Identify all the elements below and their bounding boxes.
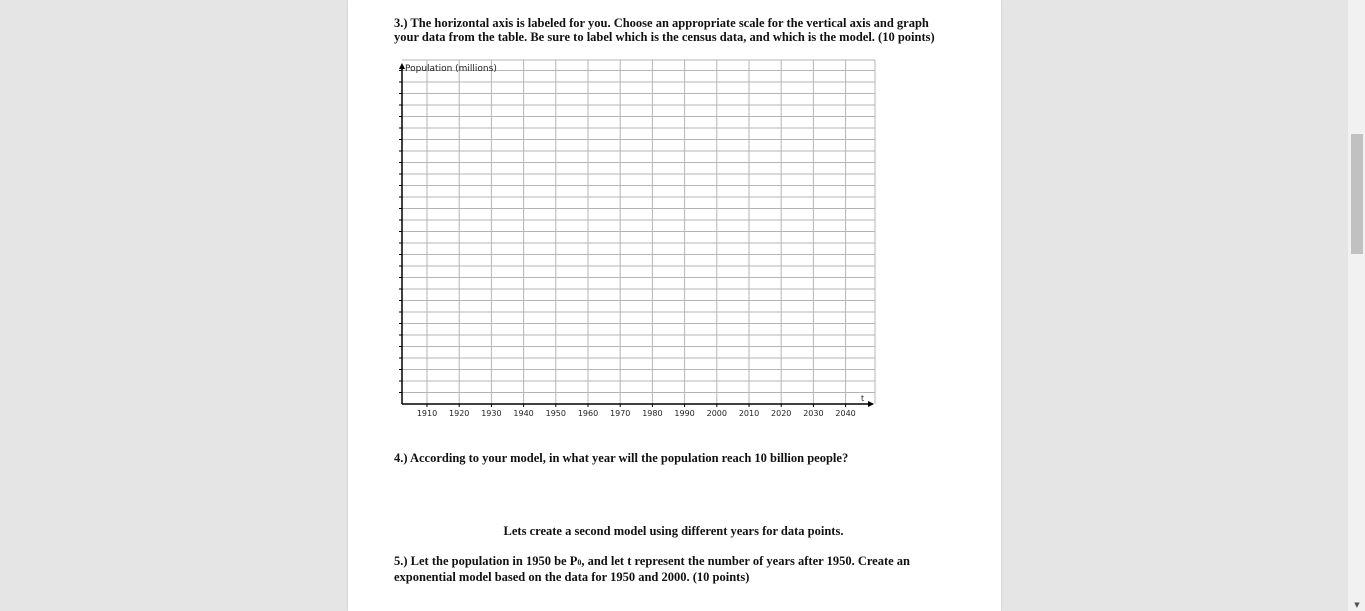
section-heading-text: Lets create a second model using different years for data points. xyxy=(503,524,844,538)
x-tick-label: 1950 xyxy=(545,409,566,418)
x-tick-label: 1940 xyxy=(513,409,534,418)
question-3 xyxy=(394,16,964,44)
x-tick-label: 2040 xyxy=(835,409,856,418)
x-tick-label: 2000 xyxy=(706,409,727,418)
graph-canvas xyxy=(393,57,883,425)
x-tick-label: 1960 xyxy=(577,409,599,418)
triangle-down-icon[interactable]: ▼ xyxy=(1354,601,1360,609)
x-tick-label: 1920 xyxy=(449,409,470,418)
subscript-zero: 0 xyxy=(577,558,582,567)
x-tick-label: 1980 xyxy=(642,409,663,418)
x-tick-label: 1910 xyxy=(416,409,438,418)
x-tick-label: 2030 xyxy=(803,409,824,418)
question-5-line-2: exponential model based on the data for 1950 and 2000. (10 points) xyxy=(394,570,750,584)
x-tick-label: 1970 xyxy=(610,409,631,418)
question-5-line-1a: 5.) Let the population in 1950 be P xyxy=(394,554,578,568)
question-4: 4.) According to your model, in what year will the population reach 10 billion people? xyxy=(394,451,849,465)
population-graph xyxy=(393,57,883,425)
question-5-line-1b: , and let t represent the number of years after 1950. Create an xyxy=(581,554,911,568)
question-3-line-2: your data from the table. Be sure to label which is the census data, and which is the model. (10 points) xyxy=(394,30,935,44)
question-5 xyxy=(394,554,964,584)
x-tick-label: 1930 xyxy=(481,409,502,418)
y-axis-label: Population (millions) xyxy=(405,64,497,74)
x-tick-label: 1990 xyxy=(674,409,695,418)
x-axis-arrow-icon xyxy=(868,401,874,407)
vertical-scrollbar[interactable] xyxy=(1348,0,1365,611)
section-heading xyxy=(348,524,1001,538)
x-axis-label: t xyxy=(861,394,865,403)
scrollbar-thumb[interactable] xyxy=(1351,134,1363,254)
question-3-line-1: 3.) The horizontal axis is labeled for you. Choose an appropriate scale for the vertical axis and graph xyxy=(394,16,929,30)
x-tick-label: 2010 xyxy=(738,409,760,418)
x-tick-label: 2020 xyxy=(771,409,792,418)
